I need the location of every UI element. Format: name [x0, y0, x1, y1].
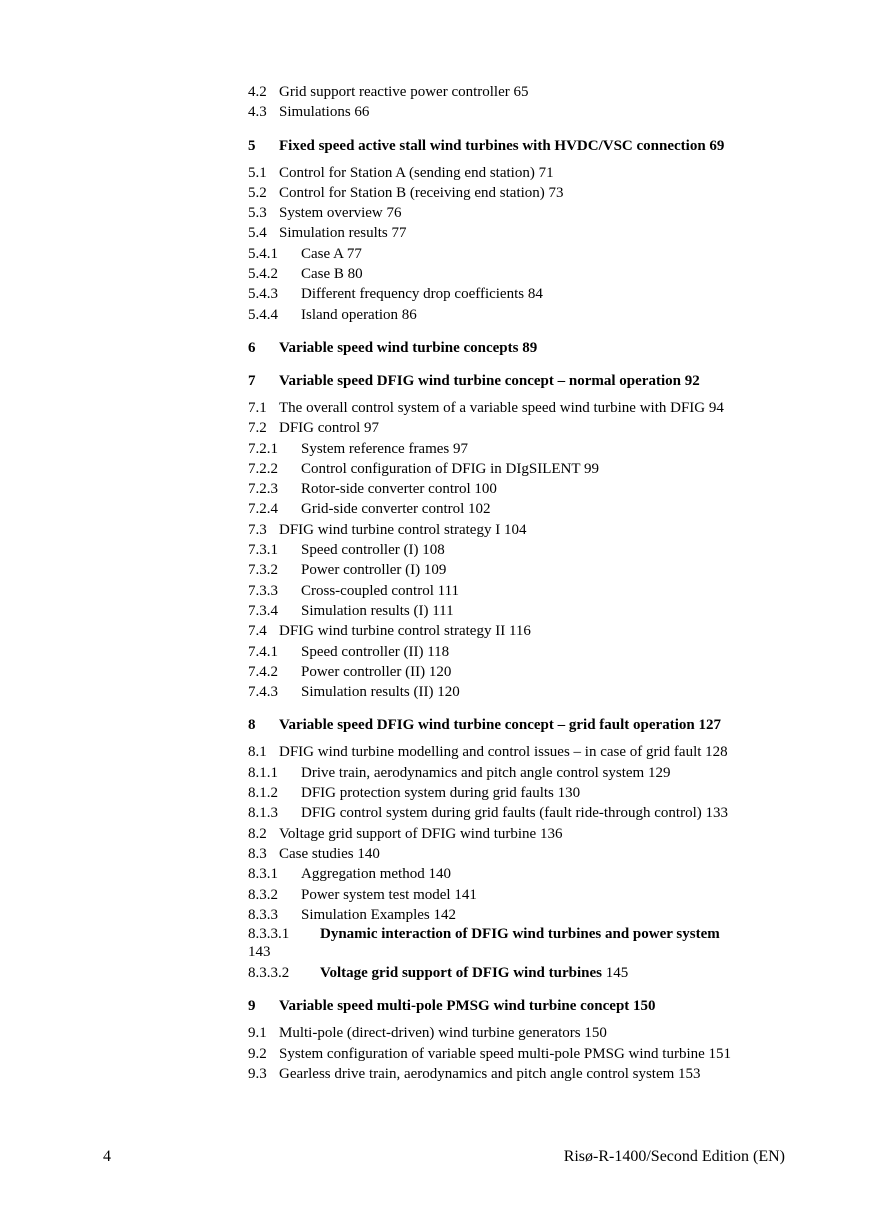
toc-entry-5-2[interactable]	[248, 183, 788, 203]
toc-title: The overall control system of a variable speed wind turbine with DFIG 94	[279, 399, 724, 416]
page-number: 4	[103, 1148, 111, 1165]
toc-title: DFIG protection system during grid faults 130	[301, 785, 581, 802]
toc-title: System overview 76	[279, 205, 402, 222]
toc-number: 5.4.1	[248, 245, 278, 262]
toc-entry-9-3[interactable]	[248, 1064, 788, 1084]
toc-title: Drive train, aerodynamics and pitch angle control system 129	[301, 764, 671, 781]
toc-number: 8.3.1	[248, 866, 278, 883]
toc-title: Different frequency drop coefficients 84	[301, 286, 543, 303]
toc-entry-8-3-2[interactable]	[248, 885, 788, 905]
report-identifier: Risø-R-1400/Second Edition (EN)	[563, 1148, 785, 1165]
toc-entry-8-3[interactable]	[248, 844, 788, 864]
toc-entry-5-4-2[interactable]	[248, 264, 788, 284]
toc-number: 8.3.3.2	[248, 965, 290, 982]
toc-number: 8.1	[248, 744, 267, 761]
toc-number: 5.4.4	[248, 306, 278, 323]
toc-title: Grid-side converter control 102	[301, 501, 491, 518]
toc-page-number: 143	[248, 944, 271, 961]
toc-number: 4.2	[248, 84, 267, 100]
toc-entry-4-2[interactable]	[248, 82, 788, 102]
toc-title: Simulation Examples 142	[301, 906, 456, 923]
toc-title: DFIG control 97	[279, 420, 379, 437]
toc-title: Multi-pole (direct-driven) wind turbine generators 150	[279, 1025, 607, 1042]
toc-title: Cross-coupled control 111	[301, 582, 460, 599]
toc-entry-8-3-3-1[interactable]	[248, 925, 788, 961]
toc-number: 7.2	[248, 420, 267, 437]
toc-entry-8-1-1[interactable]	[248, 763, 788, 783]
toc-number: 8	[248, 717, 256, 734]
toc-number: 8.3.3.1	[248, 926, 290, 943]
toc-entry-7-4-2[interactable]	[248, 662, 788, 682]
toc-entry-8-3-3[interactable]	[248, 905, 788, 925]
toc-title: Power controller (II) 120	[301, 663, 452, 680]
toc-title: Voltage grid support of DFIG wind turbines	[320, 965, 602, 982]
toc-number: 7.4	[248, 623, 267, 640]
toc-number: 5.4.2	[248, 266, 278, 283]
toc-entry-7-3-2[interactable]	[248, 560, 788, 580]
toc-title: Simulation results (I) 111	[301, 602, 454, 619]
toc-number: 8.3	[248, 845, 267, 862]
toc-number: 7.2.4	[248, 501, 278, 518]
toc-entry-7-1[interactable]	[248, 398, 788, 418]
toc-entry-8-1-3[interactable]	[248, 803, 788, 823]
toc-entry-8-2[interactable]	[248, 824, 788, 844]
toc-title: Speed controller (I) 108	[301, 542, 445, 559]
toc-title: Rotor-side converter control 100	[301, 481, 497, 498]
toc-number: 9.1	[248, 1025, 267, 1042]
toc-title: System configuration of variable speed multi-pole PMSG wind turbine 151	[279, 1045, 732, 1062]
toc-title: Simulation results 77	[279, 225, 407, 242]
toc-number: 9	[248, 998, 256, 1015]
toc-number: 8.3.2	[248, 886, 278, 903]
toc-entry-5-4-4[interactable]	[248, 305, 788, 325]
toc-title: Power system test model 141	[301, 886, 477, 903]
toc-entry-8-3-1[interactable]	[248, 864, 788, 884]
toc-number: 8.1.1	[248, 764, 278, 781]
toc-number: 8.3.3	[248, 906, 278, 923]
toc-number: 7.4.1	[248, 643, 278, 660]
toc-title: Variable speed DFIG wind turbine concept – normal operation 92	[279, 372, 700, 389]
toc-title: Case A 77	[301, 245, 362, 262]
toc-entry-7-2-1[interactable]	[248, 439, 788, 459]
toc-entry-7-2[interactable]	[248, 418, 788, 438]
toc-number: 7.2.2	[248, 460, 278, 477]
toc-number: 8.1.3	[248, 805, 278, 822]
toc-entry-8-1-2[interactable]	[248, 783, 788, 803]
toc-title: DFIG wind turbine modelling and control issues – in case of grid fault 128	[279, 744, 728, 761]
toc-number: 6	[248, 339, 256, 356]
toc-number: 7.3.4	[248, 602, 278, 619]
toc-title: Variable speed wind turbine concepts 89	[279, 339, 538, 356]
toc-number: 5.1	[248, 164, 267, 181]
toc-title: Aggregation method 140	[301, 866, 451, 883]
toc-title: DFIG wind turbine control strategy I 104	[279, 521, 527, 538]
toc-chapter-7[interactable]	[248, 371, 788, 391]
toc-chapter-6[interactable]	[248, 338, 788, 358]
toc-entry-5-4-1[interactable]	[248, 244, 788, 264]
toc-number: 4.3	[248, 104, 267, 121]
toc-number: 7.3.1	[248, 542, 278, 559]
toc-title: Power controller (I) 109	[301, 562, 447, 579]
toc-chapter-9[interactable]	[248, 996, 788, 1016]
toc-title: Variable speed DFIG wind turbine concept – grid fault operation 127	[279, 717, 721, 734]
toc-number: 5.3	[248, 205, 267, 222]
toc-title: Speed controller (II) 118	[301, 643, 450, 660]
toc-title: Simulation results (II) 120	[301, 684, 460, 701]
toc-entry-7-3-3[interactable]	[248, 581, 788, 601]
toc-title: DFIG control system during grid faults (fault ride-through control) 133	[301, 805, 729, 822]
toc-entry-5-1[interactable]	[248, 163, 788, 183]
toc-number: 9.2	[248, 1045, 267, 1062]
toc-title: System reference frames 97	[301, 440, 469, 457]
toc-chapter-5[interactable]	[248, 136, 788, 156]
toc-number: 5.4	[248, 225, 267, 242]
toc-entry-7-3[interactable]	[248, 520, 788, 540]
table-of-contents	[248, 82, 788, 1084]
toc-entry-7-3-4[interactable]	[248, 601, 788, 621]
toc-entry-7-2-4[interactable]	[248, 499, 788, 519]
toc-title: Grid support reactive power controller 65	[279, 84, 529, 100]
toc-title: Dynamic interaction of DFIG wind turbines and power system	[320, 926, 720, 943]
toc-entry-7-4-1[interactable]	[248, 642, 788, 662]
toc-entry-5-3[interactable]	[248, 203, 788, 223]
toc-number: 5	[248, 137, 256, 154]
toc-number: 9.3	[248, 1065, 267, 1082]
toc-entry-7-3-1[interactable]	[248, 540, 788, 560]
toc-title: Simulations 66	[279, 104, 370, 121]
toc-entry-5-4[interactable]	[248, 223, 788, 243]
toc-page-number: 145	[605, 965, 629, 982]
toc-title: Control for Station A (sending end station) 71	[279, 164, 554, 181]
toc-title: Gearless drive train, aerodynamics and pitch angle control system 153	[279, 1065, 701, 1082]
toc-entry-9-1[interactable]	[248, 1023, 788, 1043]
toc-title: Case B 80	[301, 266, 363, 283]
toc-number: 5.4.3	[248, 286, 278, 303]
toc-entry-8-3-3-2[interactable]	[248, 963, 788, 983]
toc-title: Voltage grid support of DFIG wind turbine 136	[279, 825, 563, 842]
toc-entry-7-4-3[interactable]	[248, 682, 788, 702]
toc-number: 7.3.3	[248, 582, 278, 599]
toc-title: Control for Station B (receiving end station) 73	[279, 184, 564, 201]
toc-title: Case studies 140	[279, 845, 380, 862]
toc-title: DFIG wind turbine control strategy II 116	[279, 623, 531, 640]
toc-number: 5.2	[248, 184, 267, 201]
toc-number: 7.1	[248, 399, 267, 416]
toc-number: 8.1.2	[248, 785, 278, 802]
toc-title: Island operation 86	[301, 306, 417, 323]
toc-number: 7.4.2	[248, 663, 278, 680]
toc-entry-7-4[interactable]	[248, 621, 788, 641]
toc-number: 7.4.3	[248, 684, 278, 701]
toc-title: Control configuration of DFIG in DIgSILENT 99	[301, 460, 600, 477]
toc-entry-5-4-3[interactable]	[248, 284, 788, 304]
toc-entry-7-2-3[interactable]	[248, 479, 788, 499]
toc-entry-9-2[interactable]	[248, 1044, 788, 1064]
toc-number: 7.2.3	[248, 481, 278, 498]
toc-number: 7.3	[248, 521, 267, 538]
toc-title: Fixed speed active stall wind turbines with HVDC/VSC connection 69	[279, 137, 725, 154]
toc-number: 7.2.1	[248, 440, 278, 457]
toc-entry-8-1[interactable]	[248, 742, 788, 762]
toc-chapter-8[interactable]	[248, 715, 788, 735]
toc-entry-4-3[interactable]	[248, 102, 788, 122]
toc-title: Variable speed multi-pole PMSG wind turbine concept 150	[279, 998, 656, 1015]
toc-number: 7	[248, 372, 256, 389]
toc-number: 8.2	[248, 825, 267, 842]
toc-number: 7.3.2	[248, 562, 278, 579]
toc-entry-7-2-2[interactable]	[248, 459, 788, 479]
